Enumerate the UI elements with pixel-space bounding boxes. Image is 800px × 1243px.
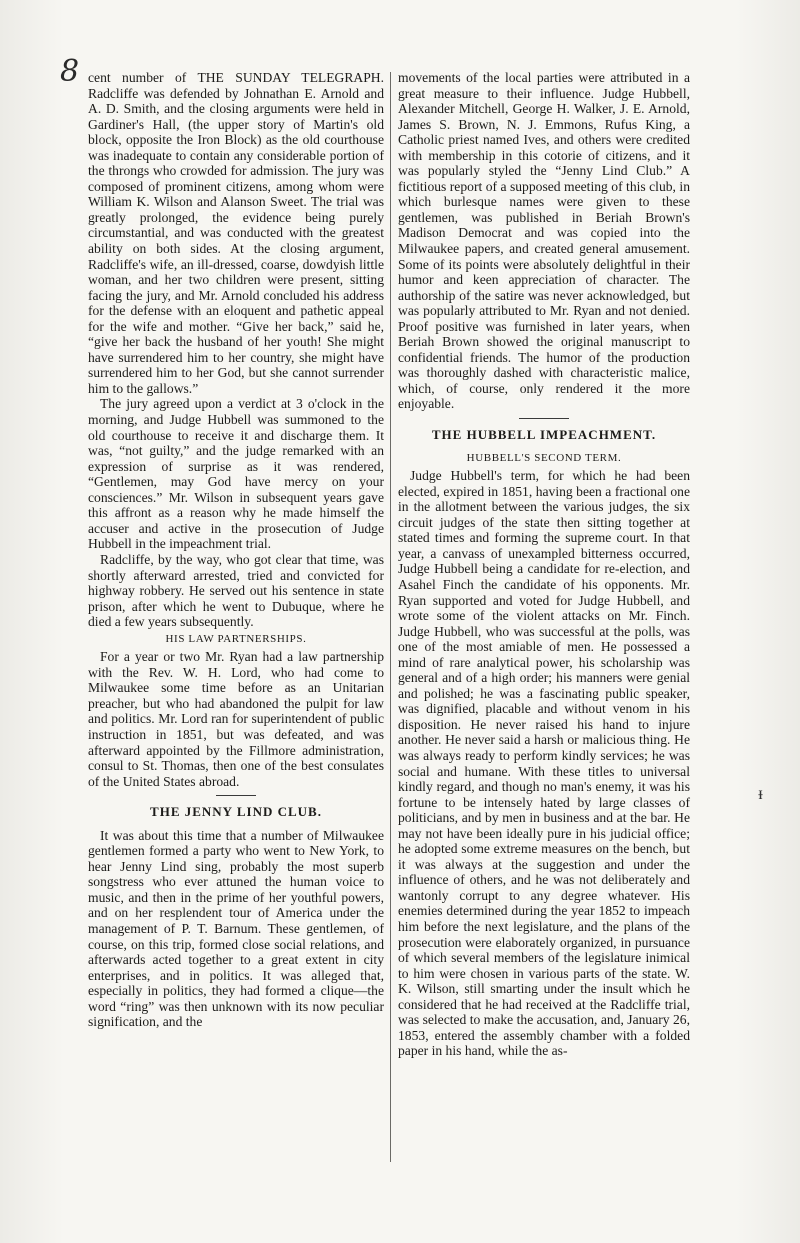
paragraph: The jury agreed upon a verdict at 3 o'clock in the morning, and Judge Hubbell was summoned to the old courthouse to receive it and discharge them. It was, “not guilty,” and the judge remarked with an expression of surprise as it was rendered, “Gentlemen, may God have mercy on your consciences.” Mr. Wilson in subsequent years gave this affront as a reason why he made himself the accuser and active in the prosecution of Judge Hubbell in the impeachment trial. [88,396,384,552]
paragraph: Radcliffe, by the way, who got clear that time, was shortly afterward arrested, tried and convicted for highway robbery. He served out his sentence in state prison, after which he went to Dubuque, where he died a few years subsequently. [88,551,384,630]
column-rule [390,72,391,1162]
page-number: 8 [60,54,80,89]
heading-hubbell-impeachment: THE HUBBELL IMPEACHMENT. [431,427,657,443]
margin-mark: ᵻ [758,783,764,803]
subheading-law-partnerships: HIS LAW PARTNERSHIPS. [165,632,307,645]
paragraph: Judge Hubbell's term, for which he had been elected, expired in 1851, having been a fractional one in the allotment between the various judges, the six circuit judges of the state then sitting together at stated times and forming the supreme court. In that year, a canvass of unexampled bitterness occurred, Judge Hubbell being a candidate for re-election, and Asahel Finch the candidate of his opponents. Mr. Ryan supported and voted for Judge Hubbell, and wrote some of the violent attacks on Mr. Finch. Judge Hubbell, who was successful at the polls, was one of the most amiable of men. He possessed a mind of rare analytical power, his scholarship was general and of a high order; his manners were genial and polished; he was a fascinating public speaker, was dignified, placable and without venom in his disposition. He never raised his hand to injure another. He never said a harsh or malicious thing. He was always ready to perform kindly services; he was social and humane. With these titles to universal kindly regard, and though no man's enemy, it was his fortune to be intensely hated by large classes of politicians, and by men in business and at the bar. He may not have been ideally pure in his judicial office; he adopted some extreme measures on the bench, but it was always at the suggestion and under the influence of others, and he was not deliberately and wantonly corrupt to any degree whatever. His enemies determined during the year 1852 to impeach him before the next legislature, and the plans of the prosecution were elaborately organized, in pursuance of which several members of the legislature inimical to him were chosen in various parts of the state. W. K. Wilson, still smarting under the insult which he considered that he had received at the Radcliffe trial, was selected to make the accusation, and, January 26, 1853, entered the assembly chamber with a folded paper in his hand, while the as- [398,468,690,1059]
paragraph: For a year or two Mr. Ryan had a law partnership with the Rev. W. H. Lord, who had come to Milwaukee some time before as an Unitarian preacher, but who had abandoned the pulpit for law and politics. Mr. Lord ran for superintendent of public instruction in 1851, but was defeated, and was afterward appointed by the Fillmore administration, consul to St. Thomas, then one of the best consulates of the United States abroad. [88,649,384,789]
paragraph: It was about this time that a number of Milwaukee gentlemen formed a party who went to New York, to hear Jenny Lind sing, probably the most superb songstress who ever attuned the human voice to music, and then in the prime of her youthful powers, and on her resplendent tour of America under the management of P. T. Barnum. These gentlemen, of course, on this trip, formed close social relations, and afterwards acted together to a great extent in city enterprises, and in politics. It was alleged that, especially in politics, they had formed a clique—the word “ring” was then unknown with its now peculiar signification, and the [88,827,384,1030]
subheading-second-term: HUBBELL'S SECOND TERM. [466,451,622,464]
left-column [88,70,384,1030]
paragraph: movements of the local parties were attributed in a great measure to their influence. Judge Hubbell, Alexander Mitchell, George H. Walker, J. E. Arnold, James S. Brown, N. J. Emmons, Rufus King, a Catholic priest named Ives, and others were credited with membership in this cotorie of citizens, and it was popularly styled the “Jenny Lind Club.” A fictitious report of a supposed meeting of this club, in which burlesque names were given to these gentlemen, was published in Beriah Brown's Madison Democrat and was copied into the Milwaukee papers, and created general amusement. Some of its points were absolutely delightful in their humor and keen appreciation of character. The authorship of the satire was never acknowledged, but was popularly attributed to Mr. Ryan and not denied. Proof positive was furnished in later years, when Beriah Brown showed the original manuscript to confidential friends. The humor of the production was thoroughly dashed with characteristic malice, which, of course, only rendered it the more enjoyable. [398,70,690,412]
paragraph: cent number of THE SUNDAY TELEGRAPH. Radcliffe was defended by Johnathan E. Arnold and A. D. Smith, and the closing arguments were held in Gardiner's Hall, (the upper story of Martin's old block, opposite the Iron Block) as the old courthouse was inadequate to contain any considerable portion of the throngs who crowded for admission. The jury was composed of prominent citizens, among whom were William K. Wilson and Alanson Sweet. The trial was greatly prolonged, the evidence being purely circumstantial, and was conducted with the greatest ability on both sides. At the closing argument, Radcliffe's wife, an ill-dressed, coarse, dowdyish little woman, and her two children were present, sitting facing the jury, and Mr. Arnold concluded his address for the defense with an eloquent and pathetic appeal for the wife and mother. “Give her back,” said he, “give her back the husband of her youth! She might have surrendered him to her country, she might have surrendered him to her God, but she cannot surrender him to the gallows.” [88,70,384,396]
right-column [398,70,690,1059]
heading-jenny-lind-club: THE JENNY LIND CLUB. [150,804,322,820]
divider-rule [519,418,569,419]
divider-rule [216,795,256,796]
